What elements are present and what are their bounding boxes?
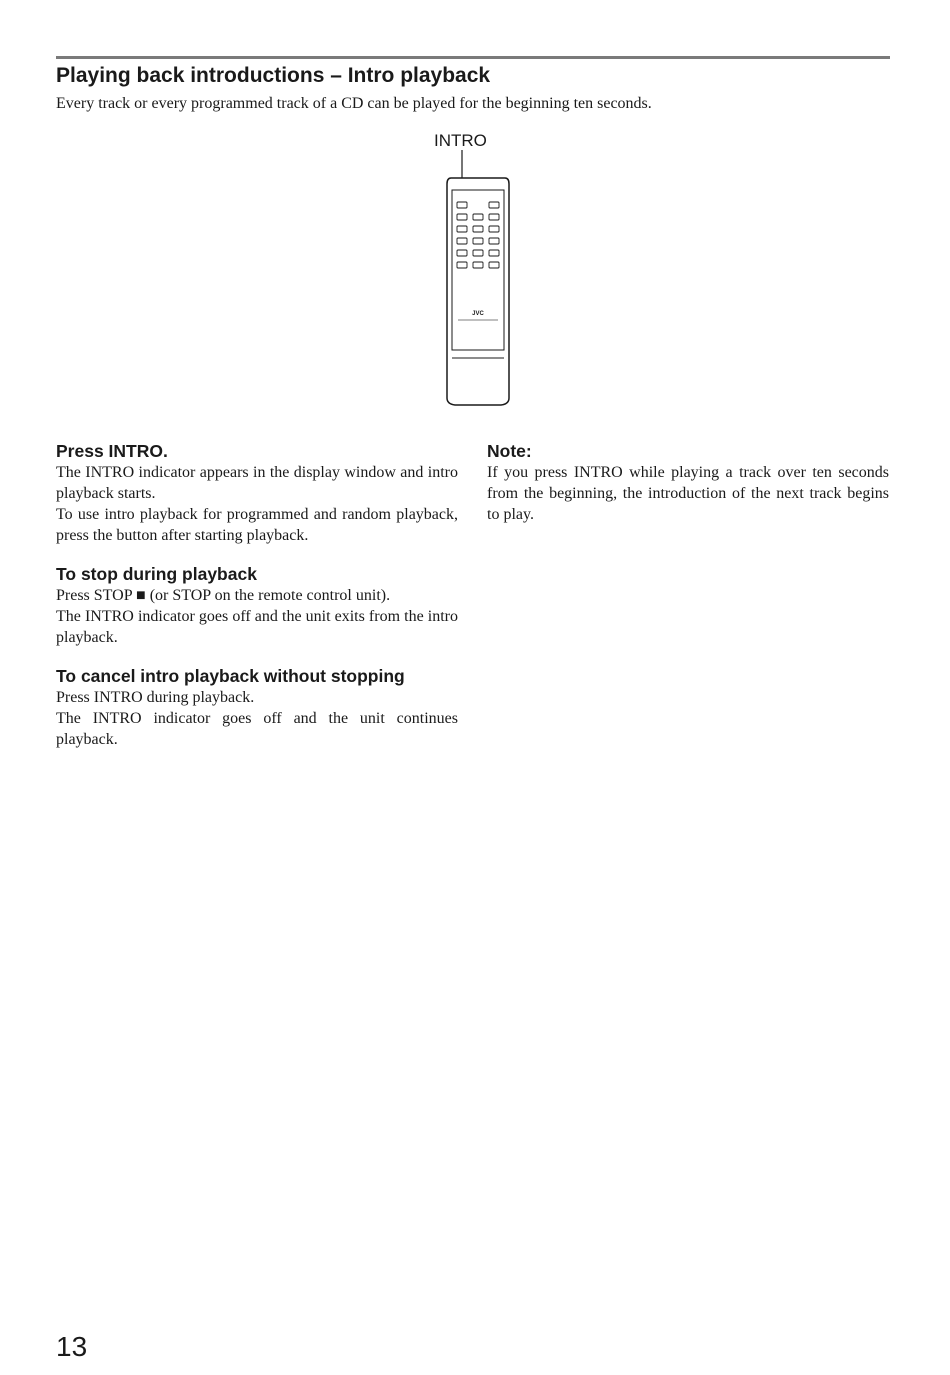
remote-button	[489, 238, 499, 244]
remote-button	[489, 202, 499, 208]
remote-brand-logo: JVC	[472, 311, 484, 317]
note-paragraph: If you press INTRO while playing a track over ten seconds from the beginning, the introduction of the next track begins to play.	[487, 464, 889, 523]
remote-button	[473, 238, 483, 244]
page-number: 13	[56, 1331, 88, 1362]
remote-button	[457, 214, 467, 220]
remote-button	[473, 226, 483, 232]
section-paragraph: The INTRO indicator appears in the display window and intro playback starts.	[56, 464, 458, 502]
intro-callout-label: INTRO	[434, 131, 487, 150]
remote-control-illustration	[425, 128, 525, 410]
note-heading: Note:	[487, 441, 532, 461]
section-stop-during-playback	[56, 563, 458, 648]
right-column	[487, 440, 889, 525]
remote-button	[457, 226, 467, 232]
remote-button	[473, 214, 483, 220]
section-heading: To stop during playback	[56, 564, 257, 584]
section-heading: Press INTRO.	[56, 441, 168, 461]
section-paragraph: The INTRO indicator goes off and the unit exits from the intro playback.	[56, 608, 458, 646]
page-title: Playing back introductions – Intro playback	[56, 64, 491, 87]
section-paragraph: Press INTRO during playback.	[56, 689, 255, 706]
section-press-intro	[56, 440, 458, 546]
remote-body	[447, 178, 509, 405]
intro-paragraph: Every track or every programmed track of a CD can be played for the beginning ten seconds.	[56, 95, 652, 112]
section-paragraph: Press STOP ■ (or STOP on the remote control unit).	[56, 587, 391, 604]
remote-button	[473, 262, 483, 268]
remote-button	[457, 238, 467, 244]
remote-button	[457, 202, 467, 208]
remote-button	[457, 262, 467, 268]
top-rule	[56, 56, 890, 59]
section-paragraph: The INTRO indicator goes off and the unit continues playback.	[56, 710, 458, 748]
section-cancel-intro	[56, 665, 458, 750]
remote-button	[473, 250, 483, 256]
section-heading: To cancel intro playback without stopping	[56, 666, 405, 686]
remote-button	[489, 214, 499, 220]
section-paragraph: To use intro playback for programmed and random playback, press the button after starting playback.	[56, 506, 458, 544]
remote-button	[489, 226, 499, 232]
remote-button	[457, 250, 467, 256]
remote-button	[489, 250, 499, 256]
remote-button	[489, 262, 499, 268]
left-column	[56, 440, 458, 767]
